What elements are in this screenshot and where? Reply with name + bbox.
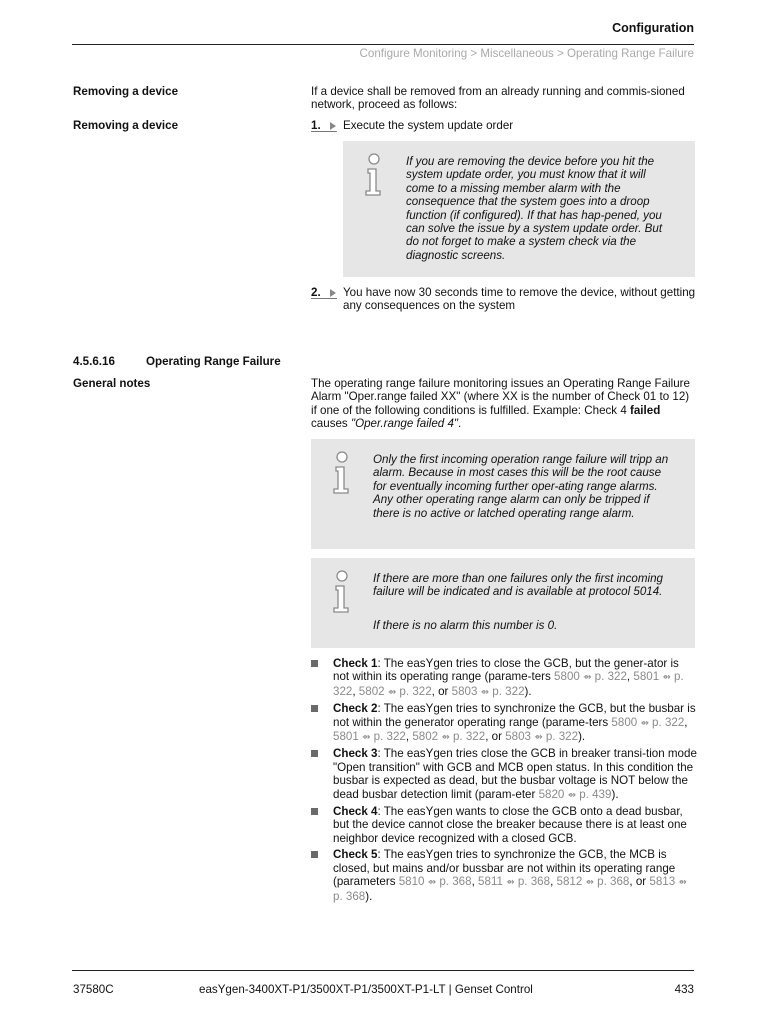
cross-reference-arrow-icon: ⇴	[640, 717, 649, 729]
footer-product: easYgen-3400XT-P1/3500XT-P1/3500XT-P1-LT | Genset Control	[199, 983, 533, 996]
parameter-reference-link[interactable]: 5800 ⇴ p. 322	[554, 670, 627, 684]
cross-reference-arrow-icon: ⇴	[506, 877, 515, 889]
parameter-reference-link[interactable]: 5801 ⇴ p. 322	[333, 730, 406, 744]
general-notes-text: The operating range failure monitoring issues an Operating Range Failure Alarm "Oper.range failed XX" (where XX is the number of Check 01 to 12) if one of the following conditions is fulfilled. Example: Check 4 failed causes "Oper.range failed 4".	[311, 377, 690, 431]
footer-doc-number: 37580C	[73, 983, 114, 996]
cross-reference-arrow-icon: ⇴	[662, 672, 671, 684]
info-icon	[329, 451, 355, 495]
check-list-item: Check 1: The easYgen tries to close the GCB, but the gener-ator is not within its operating range (parame-ters 5800 ⇴ p. 322, 5801 ⇴ p. 322, 5802 ⇴ p. 322, or 5803 ⇴ p. 322).	[311, 657, 697, 699]
footer-divider	[72, 970, 694, 971]
step-1-text: Execute the system update order	[343, 119, 514, 132]
breadcrumb: Configure Monitoring > Miscellaneous > Operating Range Failure	[359, 47, 694, 60]
section-number: 4.5.6.16	[73, 355, 115, 368]
cross-reference-arrow-icon: ⇴	[585, 877, 594, 889]
info-icon	[329, 570, 355, 614]
parameter-reference-link[interactable]: 5801 ⇴ p. 322	[333, 670, 684, 698]
cross-reference-arrow-icon: ⇴	[362, 732, 371, 744]
cross-reference-arrow-icon: ⇴	[583, 672, 592, 684]
info-note-1-text: If you are removing the device before you hit the system update order, you must know that it will come to a missing member alarm with the consequence that the system goes into a droop function (if configured). If that has hap-pened, you can solve the issue by a system update order. But do not forget to make a system check via the diagnostic screens.	[406, 155, 663, 262]
parameter-reference-link[interactable]: 5802 ⇴ p. 322	[358, 684, 432, 698]
step-arrow-icon	[330, 289, 336, 297]
cross-reference-arrow-icon: ⇴	[480, 686, 490, 698]
side-heading-removing-device: Removing a device	[73, 85, 179, 98]
info-note-3-text: If there are more than one failures only the first incoming failure will be indicated and is available at protocol 5014.	[373, 572, 663, 599]
cross-reference-arrow-icon: ⇴	[387, 686, 397, 698]
check-label: Check 3	[333, 747, 378, 761]
parameter-reference-link[interactable]: 5803 ⇴ p. 322	[451, 684, 525, 698]
check-label: Check 5	[333, 848, 378, 862]
bullet-square-icon	[311, 750, 318, 757]
parameter-reference-link[interactable]: 5812 ⇴ p. 368	[556, 875, 630, 889]
parameter-reference-link[interactable]: 5800 ⇴ p. 322	[611, 715, 685, 729]
parameter-reference-link[interactable]: 5803 ⇴ p. 322	[505, 730, 579, 744]
bullet-square-icon	[311, 808, 318, 815]
check-label: Check 4	[333, 805, 378, 819]
header-divider	[72, 44, 694, 45]
step-2-text: You have now 30 seconds time to remove the device, without getting any consequences on the system	[343, 286, 696, 313]
parameter-reference-link[interactable]: 5802 ⇴ p. 322	[412, 730, 486, 744]
footer-page-number: 433	[674, 983, 694, 996]
check-list-item: Check 4: The easYgen wants to close the GCB onto a dead busbar, but the device cannot close the breaker because there is at least one neighbor device recognized with a closed GCB.	[311, 805, 697, 845]
check-label: Check 2	[333, 702, 378, 716]
bullet-square-icon	[311, 705, 318, 712]
info-note-2	[311, 439, 695, 549]
bullet-square-icon	[311, 660, 318, 667]
info-note-3-text-2: If there is no alarm this number is 0.	[373, 619, 558, 632]
check-list-item: Check 2: The easYgen tries to synchronize the GCB, but the busbar is not within the generator operating range (parame-ters 5800 ⇴ p. 322, 5801 ⇴ p. 322, 5802 ⇴ p. 322, or 5803 ⇴ p. 322).	[311, 702, 697, 744]
info-note-3	[311, 558, 695, 648]
step-2-number: 2.	[311, 286, 341, 299]
cross-reference-arrow-icon: ⇴	[534, 732, 543, 744]
check-label: Check 1	[333, 657, 378, 670]
check-list-item: Check 5: The easYgen tries to synchronize the GCB, the MCB is closed, but mains and/or bussbar are not within its operating range (parameters 5810 ⇴ p. 368, 5811 ⇴ p. 368, 5812 ⇴ p. 368, or 5813 ⇴ p. 368).	[311, 848, 697, 903]
cross-reference-arrow-icon: ⇴	[678, 877, 687, 889]
step-1-number: 1.	[311, 119, 341, 132]
bullet-square-icon	[311, 851, 318, 858]
checks-list	[311, 657, 697, 906]
parameter-reference-link[interactable]: 5811 ⇴ p. 368	[478, 875, 551, 889]
cross-reference-arrow-icon: ⇴	[427, 877, 437, 889]
info-note-1	[343, 141, 695, 277]
parameter-reference-link[interactable]: 5820 ⇴ p. 439	[538, 787, 612, 801]
check-list-item: Check 3: The easYgen tries close the GCB in breaker transi-tion mode "Open transition" with GCB and MCB open status. In this condition the busbar is expected as dead, but the busbar voltage is NOT below the dead busbar detection limit (param-eter 5820 ⇴ p. 439).	[311, 747, 697, 802]
cross-reference-arrow-icon: ⇴	[567, 789, 576, 801]
side-heading-removing-device-steps: Removing a device	[73, 119, 179, 132]
page-section-title: Configuration	[612, 21, 694, 35]
info-note-2-text: Only the first incoming operation range failure will tripp an alarm. Because in most cases this will be the root cause for eventually incoming further oper-ating range alarms. Any other operating range alarm can only be tripped if there is no active or latched operating range alarm.	[373, 453, 669, 520]
side-heading-general-notes: General notes	[73, 377, 151, 390]
parameter-reference-link[interactable]: 5813 ⇴ p. 368	[333, 875, 687, 903]
cross-reference-arrow-icon: ⇴	[441, 732, 450, 744]
step-arrow-icon	[330, 122, 336, 130]
removing-intro-text: If a device shall be removed from an already running and commis-sioned network, proceed as follows:	[311, 85, 685, 112]
info-icon	[361, 153, 387, 197]
section-title: Operating Range Failure	[146, 355, 281, 368]
parameter-reference-link[interactable]: 5810 ⇴ p. 368	[398, 875, 472, 889]
